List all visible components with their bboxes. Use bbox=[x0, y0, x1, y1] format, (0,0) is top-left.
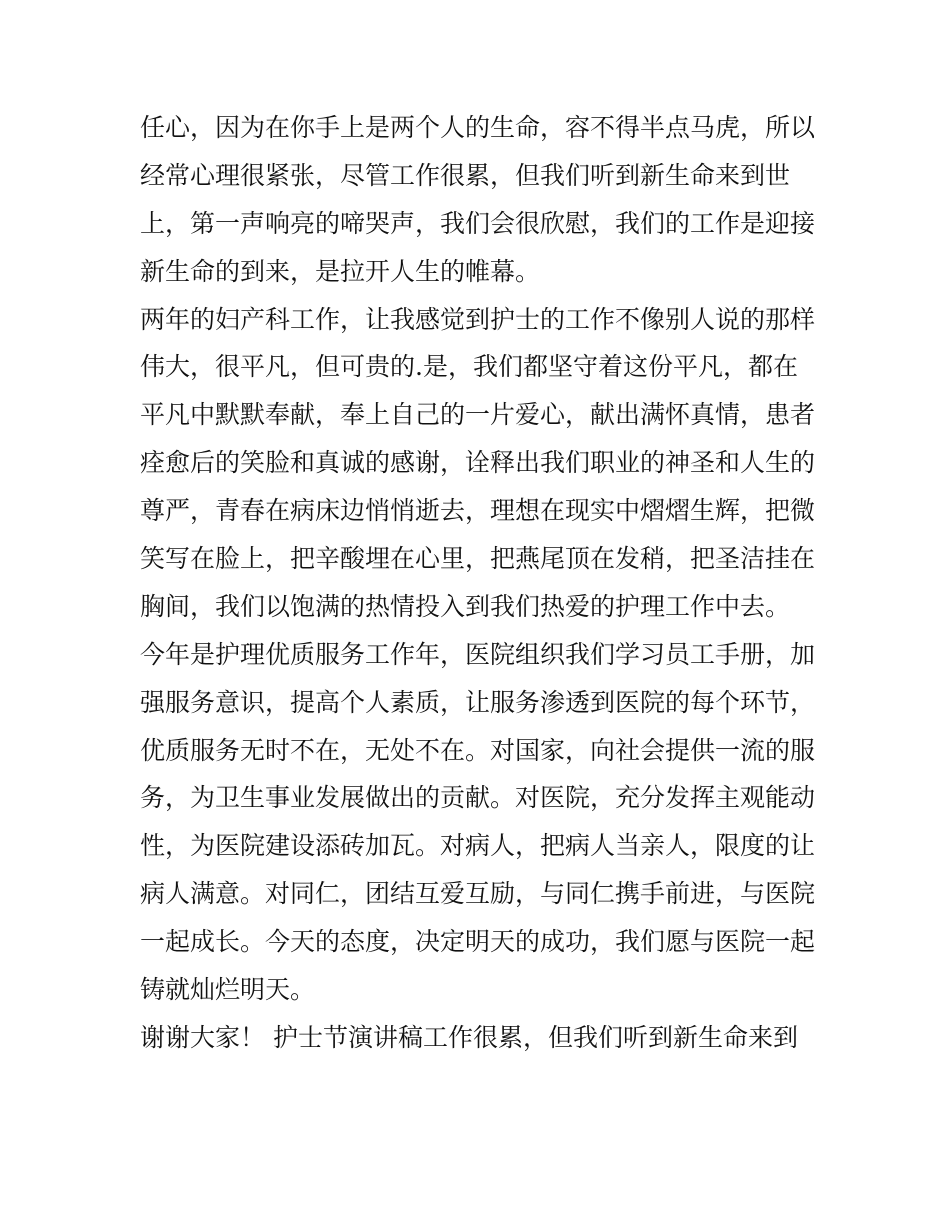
text-line: 任心，因为在你手上是两个人的生命，容不得半点马虎，所以 bbox=[140, 113, 816, 142]
text-line: 尊严，青春在病床边悄悄逝去，理想在现实中熠熠生辉，把微 bbox=[140, 496, 816, 526]
text-line: 上，第一声响亮的啼哭声，我们会很欣慰，我们的工作是迎接 bbox=[140, 208, 816, 238]
text-line: 优质服务无时不在，无处不在。对国家，向社会提供一流的服 bbox=[140, 735, 816, 765]
text-line: 强服务意识，提高个人素质，让服务渗透到医院的每个环节， bbox=[140, 687, 816, 717]
body-text bbox=[140, 104, 840, 1062]
text-line: 笑写在脸上，把辛酸埋在心里，把燕尾顶在发稍，把圣洁挂在 bbox=[140, 544, 816, 574]
text-line: 两年的妇产科工作，让我感觉到护士的工作不像别人说的那样 bbox=[140, 304, 816, 334]
text-line: 伟大，很平凡，但可贵的.是，我们都坚守着这份平凡，都在 bbox=[140, 352, 798, 382]
text-line: 性，为医院建设添砖加瓦。对病人，把病人当亲人，限度的让 bbox=[140, 831, 816, 861]
text-line: 胸间，我们以饱满的热情投入到我们热爱的护理工作中去。 bbox=[140, 591, 791, 621]
text-line: 新生命的到来，是拉开人生的帷幕。 bbox=[140, 256, 541, 286]
text-line: 今年是护理优质服务工作年，医院组织我们学习员工手册，加 bbox=[140, 639, 816, 669]
text-line: 谢谢大家！ 护士节演讲稿工作很累，但我们听到新生命来到 bbox=[140, 1022, 798, 1052]
text-line: 务，为卫生事业发展做出的贡献。对医院，充分发挥主观能动 bbox=[140, 783, 816, 813]
text-line: 一起成长。今天的态度，决定明天的成功，我们愿与医院一起 bbox=[140, 927, 816, 957]
text-line: 病人满意。对同仁，团结互爱互励，与同仁携手前进，与医院 bbox=[140, 879, 816, 909]
text-line: 痊愈后的笑脸和真诚的感谢，诠释出我们职业的神圣和人生的 bbox=[140, 448, 816, 478]
text-line: 铸就灿烂明天。 bbox=[140, 975, 316, 1005]
text-line: 经常心理很紧张，尽管工作很累，但我们听到新生命来到世 bbox=[140, 160, 791, 190]
text-line: 平凡中默默奉献，奉上自己的一片爱心，献出满怀真情，患者 bbox=[140, 400, 816, 430]
